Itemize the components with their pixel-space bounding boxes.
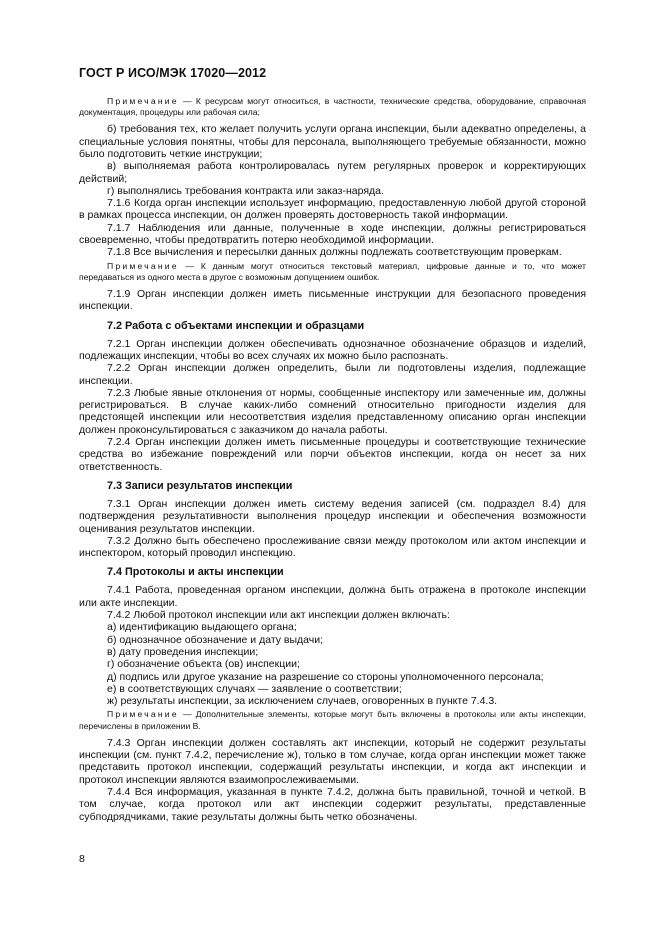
section-heading: 7.2 Работа с объектами инспекции и образцами [107, 319, 365, 332]
note-paragraph [79, 96, 586, 118]
body-paragraph: г) обозначение объекта (ов) инспекции; [107, 658, 300, 671]
body-paragraph: д) подпись или другое указание на разрешение со стороны уполномоченного персонала; [107, 670, 544, 683]
body-paragraph: 7.1.6 Когда орган инспекции использует информацию, предоставленную любой другой стороной в рамках процесса инспекции, он должен проверять достоверность такой информации. [79, 197, 586, 222]
note-text: — К ресурсам могут относиться, в частности, технические средства, оборудование, справочная документация, процедуры или рабочая сила; [79, 96, 586, 118]
body-paragraph: 7.3.2 Должно быть обеспечено прослеживание связи между протоколом или актом инспекции и инспектором, который проводил инспекцию. [79, 534, 586, 560]
body-paragraph: г) выполнялись требования контракта или заказ-наряда. [107, 184, 384, 197]
document-body [79, 94, 586, 823]
body-paragraph: б) требования тех, кто желает получить услуги органа инспекции, были адекватно определены, а специальные условия понятны, чтобы для персонала, выполняющего требуемые обязанности, можно было подготовить четкие инструкции; [79, 123, 586, 160]
body-paragraph: 7.2.4 Орган инспекции должен иметь письменные процедуры и соответствующие технические средства во избежание повреждений или порчи объектов инспекции, когда он несет за них ответственность. [79, 436, 586, 473]
note-label: Примечание [107, 96, 179, 106]
body-paragraph: в) дату проведения инспекции; [107, 645, 259, 658]
note-label: Примечание [107, 260, 179, 271]
note-paragraph [79, 709, 586, 731]
section-heading: 7.3 Записи результатов инспекции [107, 479, 293, 492]
body-paragraph: 7.2.2 Орган инспекции должен определить, были ли подготовлены изделия, подлежащие инспекции. [79, 362, 586, 387]
page-number: 8 [79, 853, 85, 865]
note-text: — Дополнительные элементы, которые могут быть включены в протоколы или акты инспекции, перечислены в приложении В. [79, 709, 586, 731]
note-text: — К данным могут относиться текстовый материал, цифровые данные и то, что может передаваться из одного места в другое с возможным допущением ошибок. [79, 260, 586, 282]
body-paragraph: 7.2.3 Любые явные отклонения от нормы, сообщенные инспектору или замеченные им, должны регистрироваться. В случае каких-либо сомнений относительно пригодности изделия для предстоящей инспекции или несоответствия изделия представленному описанию орган инспекции должен проконсультироваться с заказчиком до начала работы. [79, 386, 586, 436]
body-paragraph: 7.4.4 Вся информация, указанная в пункте 7.4.2, должна быть правильной, точной и четкой. В том случае, когда протокол или акт инспекции содержит результаты, представленные субподрядчиками, такие результаты должны быть четко обозначены. [79, 785, 586, 823]
body-paragraph: 7.1.8 Все вычисления и пересылки данных должны подлежать соответствующим проверкам. [107, 246, 562, 259]
document-header: ГОСТ Р ИСО/МЭК 17020—2012 [79, 66, 267, 80]
body-paragraph: 7.1.7 Наблюдения или данные, полученные в ходе инспекции, должны регистрироваться своевременно, чтобы предотвратить потерю необходимой информации. [79, 221, 586, 247]
body-paragraph: 7.4.3 Орган инспекции должен составлять акт инспекции, который не содержит результаты инспекции (см. пункт 7.4.2, перечисление ж), только в том случае, когда орган инспекции может также представить протокол инспекции, содержащий результаты инспекции, и когда акт инспекции и протокол инспекции являются взаимопрослеживаемыми. [79, 736, 586, 786]
section-heading: 7.4 Протоколы и акты инспекции [107, 566, 284, 579]
body-paragraph: 7.4.1 Работа, проведенная органом инспекции, должна быть отражена в протоколе инспекции или акте инспекции. [79, 584, 586, 609]
body-paragraph: а) идентификацию выдающего органа; [107, 621, 297, 634]
body-paragraph: ж) результаты инспекции, за исключением случаев, оговоренных в пункте 7.4.3. [107, 695, 498, 708]
body-paragraph: е) в соответствующих случаях — заявление о соответствии; [107, 682, 402, 695]
body-paragraph: 7.2.1 Орган инспекции должен обеспечивать однозначное обозначение образцов и изделий, подлежащих инспекции, чтобы во всех случаях их можно было распознать. [79, 337, 586, 362]
body-paragraph: в) выполняемая работа контролировалась путем регулярных проверок и корректирующих действий; [79, 160, 586, 185]
body-paragraph: б) однозначное обозначение и дату выдачи; [107, 633, 324, 646]
note-label: Примечание [107, 709, 179, 720]
body-paragraph: 7.1.9 Орган инспекции должен иметь письменные инструкции для безопасного проведения инспекции. [79, 288, 586, 313]
note-paragraph [79, 261, 586, 283]
body-paragraph: 7.4.2 Любой протокол инспекции или акт инспекции должен включать: [107, 609, 450, 622]
body-paragraph: 7.3.1 Орган инспекции должен иметь систему ведения записей (см. подраздел 8.4) для подтверждения результативности выполнения процедур инспекции и обеспечения возможности оценивания результатов инспекции. [79, 497, 586, 535]
